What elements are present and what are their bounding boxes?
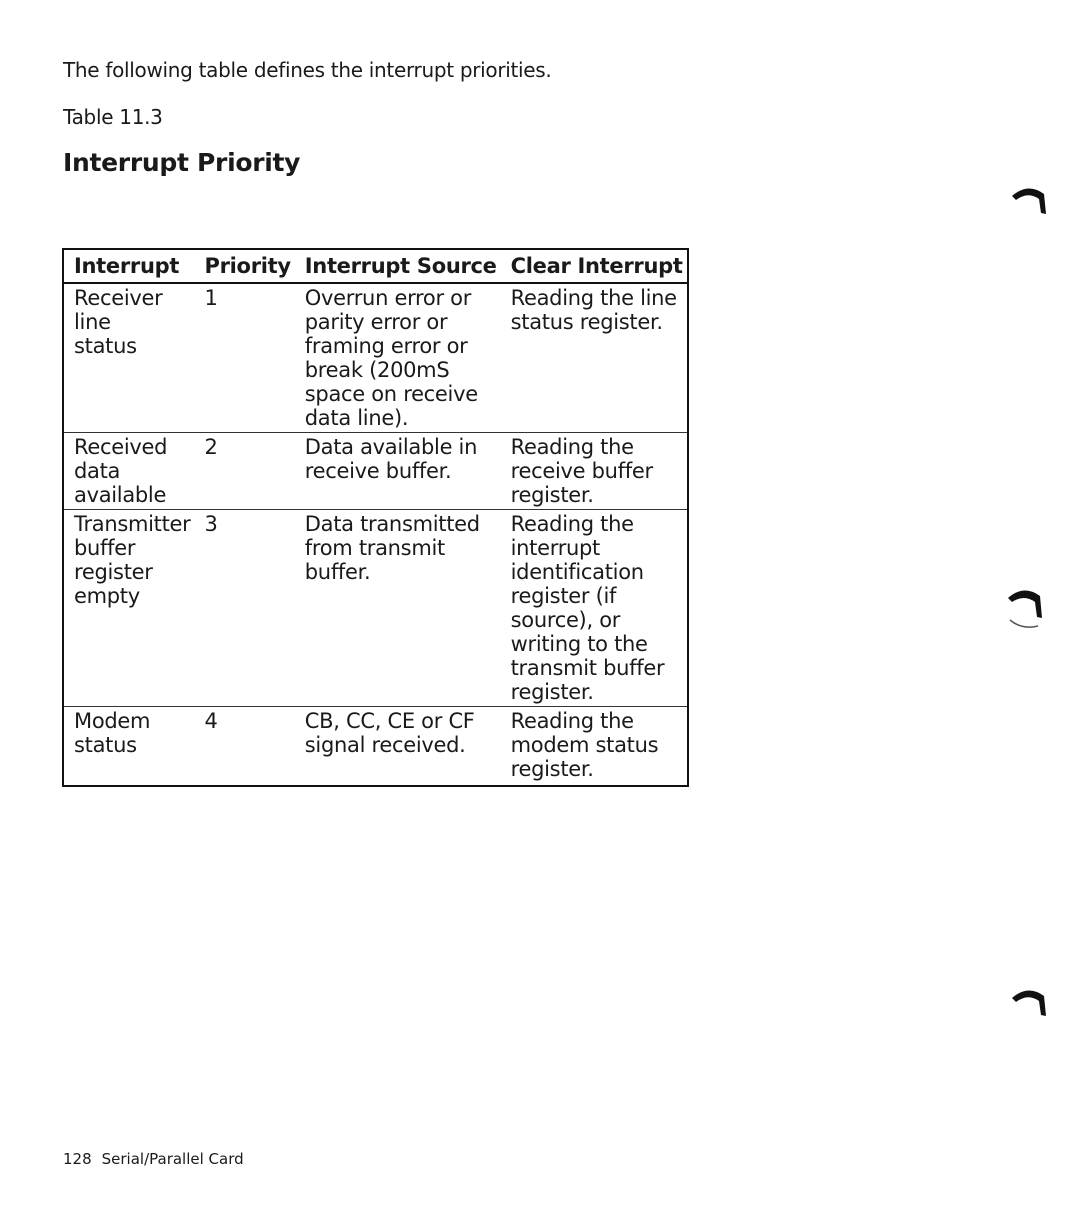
cell-interrupt: Transmitter buffer register empty — [63, 510, 195, 707]
cell-source: Overrun error or parity error or framing error or break (200mS space on receive data line). — [295, 283, 501, 433]
cell-clear: Reading the receive buffer register. — [501, 433, 688, 510]
table-header-row — [63, 249, 688, 283]
table-row — [63, 707, 688, 787]
binder-hole-mark-icon — [1010, 182, 1050, 216]
cell-source: CB, CC, CE or CF signal received. — [304, 709, 475, 757]
table-caption: Table 11.3 — [63, 105, 163, 129]
page-heading: Interrupt Priority — [63, 148, 301, 177]
interrupt-priority-table — [62, 248, 689, 787]
table-row — [63, 433, 688, 510]
intro-text: The following table defines the interrupt priorities. — [63, 58, 552, 82]
cell-interrupt: Modem status — [74, 709, 151, 757]
binder-hole-mark-icon — [1010, 984, 1050, 1018]
cell-interrupt: Receiver line status — [63, 283, 195, 433]
cell-priority: 4 — [204, 709, 218, 733]
cell-clear: Reading the interrupt identification register (if source), or writing to the transmit buffer register. — [501, 510, 688, 707]
cell-clear: Reading the line status register. — [501, 283, 688, 433]
table-row — [63, 283, 688, 433]
col-header-priority: Priority — [195, 249, 295, 283]
cell-clear: Reading the modem status register. — [510, 709, 659, 781]
table-row — [63, 510, 688, 707]
cell-priority: 1 — [195, 283, 295, 433]
col-header-interrupt: Interrupt — [63, 249, 195, 283]
page-footer — [63, 1150, 244, 1168]
cell-priority: 2 — [195, 433, 295, 510]
page-number: 128 — [63, 1150, 92, 1168]
cell-interrupt: Received data available — [63, 433, 195, 510]
col-header-clear: Clear Interrupt — [501, 249, 688, 283]
binder-hole-mark-icon — [1004, 584, 1048, 632]
col-header-source: Interrupt Source — [295, 249, 501, 283]
cell-priority: 3 — [195, 510, 295, 707]
footer-section-title: Serial/Parallel Card — [101, 1150, 244, 1168]
cell-source: Data transmitted from transmit buffer. — [295, 510, 501, 707]
cell-source: Data available in receive buffer. — [295, 433, 501, 510]
